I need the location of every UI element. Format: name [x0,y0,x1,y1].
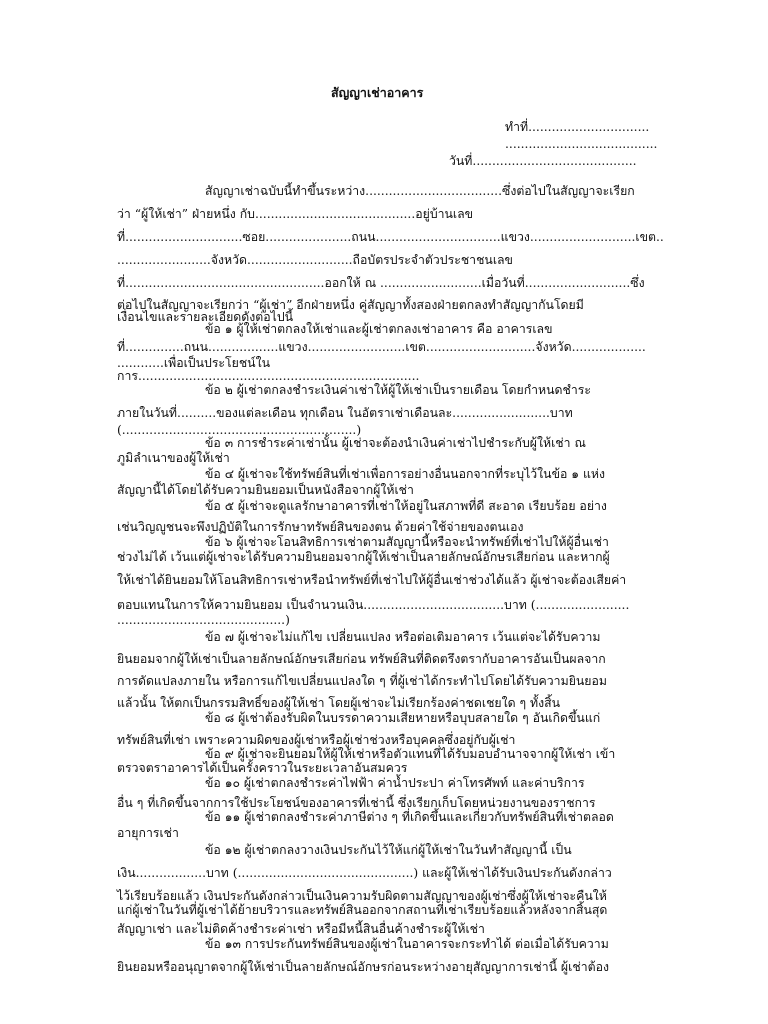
clause-2: ข้อ ๒ ผู้เช่าตกลงชำระเงินค่าเช่าให้ผู้ให้เช่าเป็นรายเดือน โดยกำหนดชำระ [205,383,592,397]
clause-1: ข้อ ๑ ผู้ให้เช่าตกลงให้เช่าและผู้เช่าตกลงเช่าอาคาร คือ อาคารเลข [205,322,553,336]
body-line: อายุการเช่า [117,826,179,840]
body-line: ทรัพย์สินที่เช่า เพราะความผิดของผู้เช่าหรือผู้เช่าช่วงหรือบุคคลซึ่งอยู่กับผู้เช่า [117,733,516,747]
body-line: ............เพื่อเป็นประโยชน์ใน [117,356,271,370]
body-line: แล้วนั้น ให้ตกเป็นกรรมสิทธิ์ของผู้ให้เช่า โดยผู้เช่าจะไม่เรียกร้องค่าชดเชยใด ๆ ทั้งสิ้น [117,696,561,710]
date-line: วันที่.......................................... [449,154,637,168]
body-line: สัญญาเช่า และไม่ติดค้างชำระค่าเช่า หรือมีหนี้สินอื่นค้างชำระผู้ให้เช่า [117,922,485,936]
body-line: ภายในวันที่..........ของแต่ละเดือน ทุกเดือน ในอัตราเช่าเดือนละ.........................บาท [117,406,573,420]
clause-5: ข้อ ๕ ผู้เช่าจะดูแลรักษาอาคารที่เช่าให้อยู่ในสภาพที่ดี สะอาด เรียบร้อย อย่าง [205,499,607,513]
body-line: ยินยอมหรืออนุญาตจากผู้ให้เช่าเป็นลายลักษณ์อักษรก่อนระหว่างอายุสัญญาการเช่านี้ ผู้เช่าต้อง [117,960,609,974]
document-title: สัญญาเช่าอาคาร [331,85,424,100]
clause-6: ข้อ ๖ ผู้เช่าจะโอนสิทธิการเช่าตามสัญญานี้หรือจะนำทรัพย์ที่เช่าไปให้ผู้อื่นเช่า [205,535,609,549]
body-line: สัญญานี้ได้โดยได้รับความยินยอมเป็นหนังสือจากผู้ให้เช่า [117,483,414,497]
body-line: ที่...................................................ออกให้ ณ ..........................เมื่อวันที่...........................ซึ่ง [117,276,645,290]
body-line: การ........................................................................ [117,369,420,383]
body-line: ว่า “ผู้ให้เช่า” ฝ่ายหนึ่ง กับ.........................................อยู่บ้านเลข [117,207,474,221]
body-line: ตอบแทนในการให้ความยินยอม เป็นจำนวนเงิน....................................บาท (........................ [117,598,630,612]
made-at-line-2: ....................................... [505,137,658,151]
made-at-line: ทำที่............................... [505,120,650,134]
clause-13: ข้อ ๑๓ การประกันทรัพย์สินของผู้เช่าในอาคารจะกระทำได้ ต่อเมื่อได้รับความ [205,937,609,951]
body-line: เงื่อนไขและรายละเอียดดังต่อไปนี้ [117,310,294,324]
body-line: (............................................................) [117,423,362,437]
body-line: สัญญาเช่าฉบับนี้ทำขึ้นระหว่าง...................................ซึ่งต่อไปในสัญญาจะเรียก [205,184,635,198]
body-line: ที่..............................ซอย......................ถนน................................แขวง...........................เขต.. [117,230,664,244]
clause-4: ข้อ ๔ ผู้เช่าจะใช้ทรัพย์สินที่เช่าเพื่อการอย่างอื่นนอกจากที่ระบุไว้ในข้อ ๑ แห่ง [205,467,606,481]
clause-8: ข้อ ๘ ผู้เช่าต้องรับผิดในบรรดาความเสียหายหรือบุบสลายใด ๆ อันเกิดขึ้นแก่ [205,711,601,725]
clause-7: ข้อ ๗ ผู้เช่าจะไม่แก้ไข เปลี่ยนแปลง หรือต่อเติมอาคาร เว้นแต่จะได้รับความ [205,630,601,644]
body-line: ภูมิลำเนาของผู้ให้เช่า [117,451,230,465]
body-line: เช่นวิญญูชนจะพึงปฏิบัติในการรักษาทรัพย์สินของตน ด้วยค่าใช้จ่ายของตนเอง [117,520,524,534]
body-line: ยินยอมจากผู้ให้เช่าเป็นลายลักษณ์อักษรเสียก่อน ทรัพย์สินที่ติดตรึงตรากับอาคารอันเป็นผลจาก [117,652,606,666]
body-line: ช่วงไม่ได้ เว้นแต่ผู้เช่าจะได้รับความยินยอมจากผู้ให้เช่าเป็นลายลักษณ์อักษรเสียก่อน และหากผู้ [117,550,610,564]
clause-9: ข้อ ๙ ผู้เช่าจะยินยอมให้ผู้ให้เช่าหรือตัวแทนที่ได้รับมอบอำนาจจากผู้ให้เช่า เข้า [205,747,616,761]
clause-3: ข้อ ๓ การชำระค่าเช่านั้น ผู้เช่าจะต้องนำเงินค่าเช่าไปชำระกับผู้ให้เช่า ณ [205,436,586,450]
clause-11: ข้อ ๑๑ ผู้เช่าตกลงชำระค่าภาษีต่าง ๆ ที่เกิดขึ้นและเกี่ยวกับทรัพย์สินที่เช่าตลอด [205,810,614,824]
body-line: เงิน..................บาท (.............................................) และผู้ให้เช่าได้รับเงินประกันดังกล่าว [117,866,612,880]
body-line: ไว้เรียบร้อยแล้ว เงินประกันดังกล่าวเป็นเงินความรับผิดตามสัญญาของผู้เช่าซึ่งผู้ให้เช่าจะคืนให้ [117,889,607,903]
clause-12: ข้อ ๑๒ ผู้เช่าตกลงวางเงินประกันไว้ให้แก่ผู้ให้เช่าในวันทำสัญญานี้ เป็น [205,843,572,857]
body-line: ต่อไปในสัญญาจะเรียกว่า “ผู้เช่า” อีกฝ่ายหนึ่ง คู่สัญญาทั้งสองฝ่ายตกลงทำสัญญากันโดยมี [117,298,584,312]
body-line: ที่...............ถนน..................แขวง.........................เขต............................จังหวัด................... [117,340,646,354]
body-line: ........................จังหวัด...........................ถือบัตรประจำตัวประชาชนเลข [117,253,513,267]
body-line: ให้เช่าได้ยินยอมให้โอนสิทธิการเช่าหรือนำทรัพย์ที่เช่าไปให้ผู้อื่นเช่าช่วงได้แล้ว ผู้เช่าจะต้องเสียค่า [117,573,627,587]
body-line: ตรวจตราอาคารได้เป็นครั้งคราวในระยะเวลาอันสมควร [117,761,408,775]
body-line: แก่ผู้เช่าในวันที่ผู้เช่าได้ย้ายบริวารและทรัพย์สินออกจากสถานที่เช่าเรียบร้อยแล้วหลังจากสิ้นสุด [117,903,608,917]
body-line: อื่น ๆ ที่เกิดขึ้นจากการใช้ประโยชน์ของอาคารที่เช่านี้ ซึ่งเรียกเก็บโดยหน่วยงานของราชการ [117,796,596,810]
body-line: ...........................................) [117,613,290,627]
clause-10: ข้อ ๑๐ ผู้เช่าตกลงชำระค่าไฟฟ้า ค่าน้ำประปา ค่าโทรศัพท์ และค่าบริการ [205,776,585,790]
body-line: การดัดแปลงภายใน หรือการแก้ไขเปลี่ยนแปลงใด ๆ ที่ผู้เช่าได้กระทำไปโดยได้รับความยินยอม [117,674,608,688]
